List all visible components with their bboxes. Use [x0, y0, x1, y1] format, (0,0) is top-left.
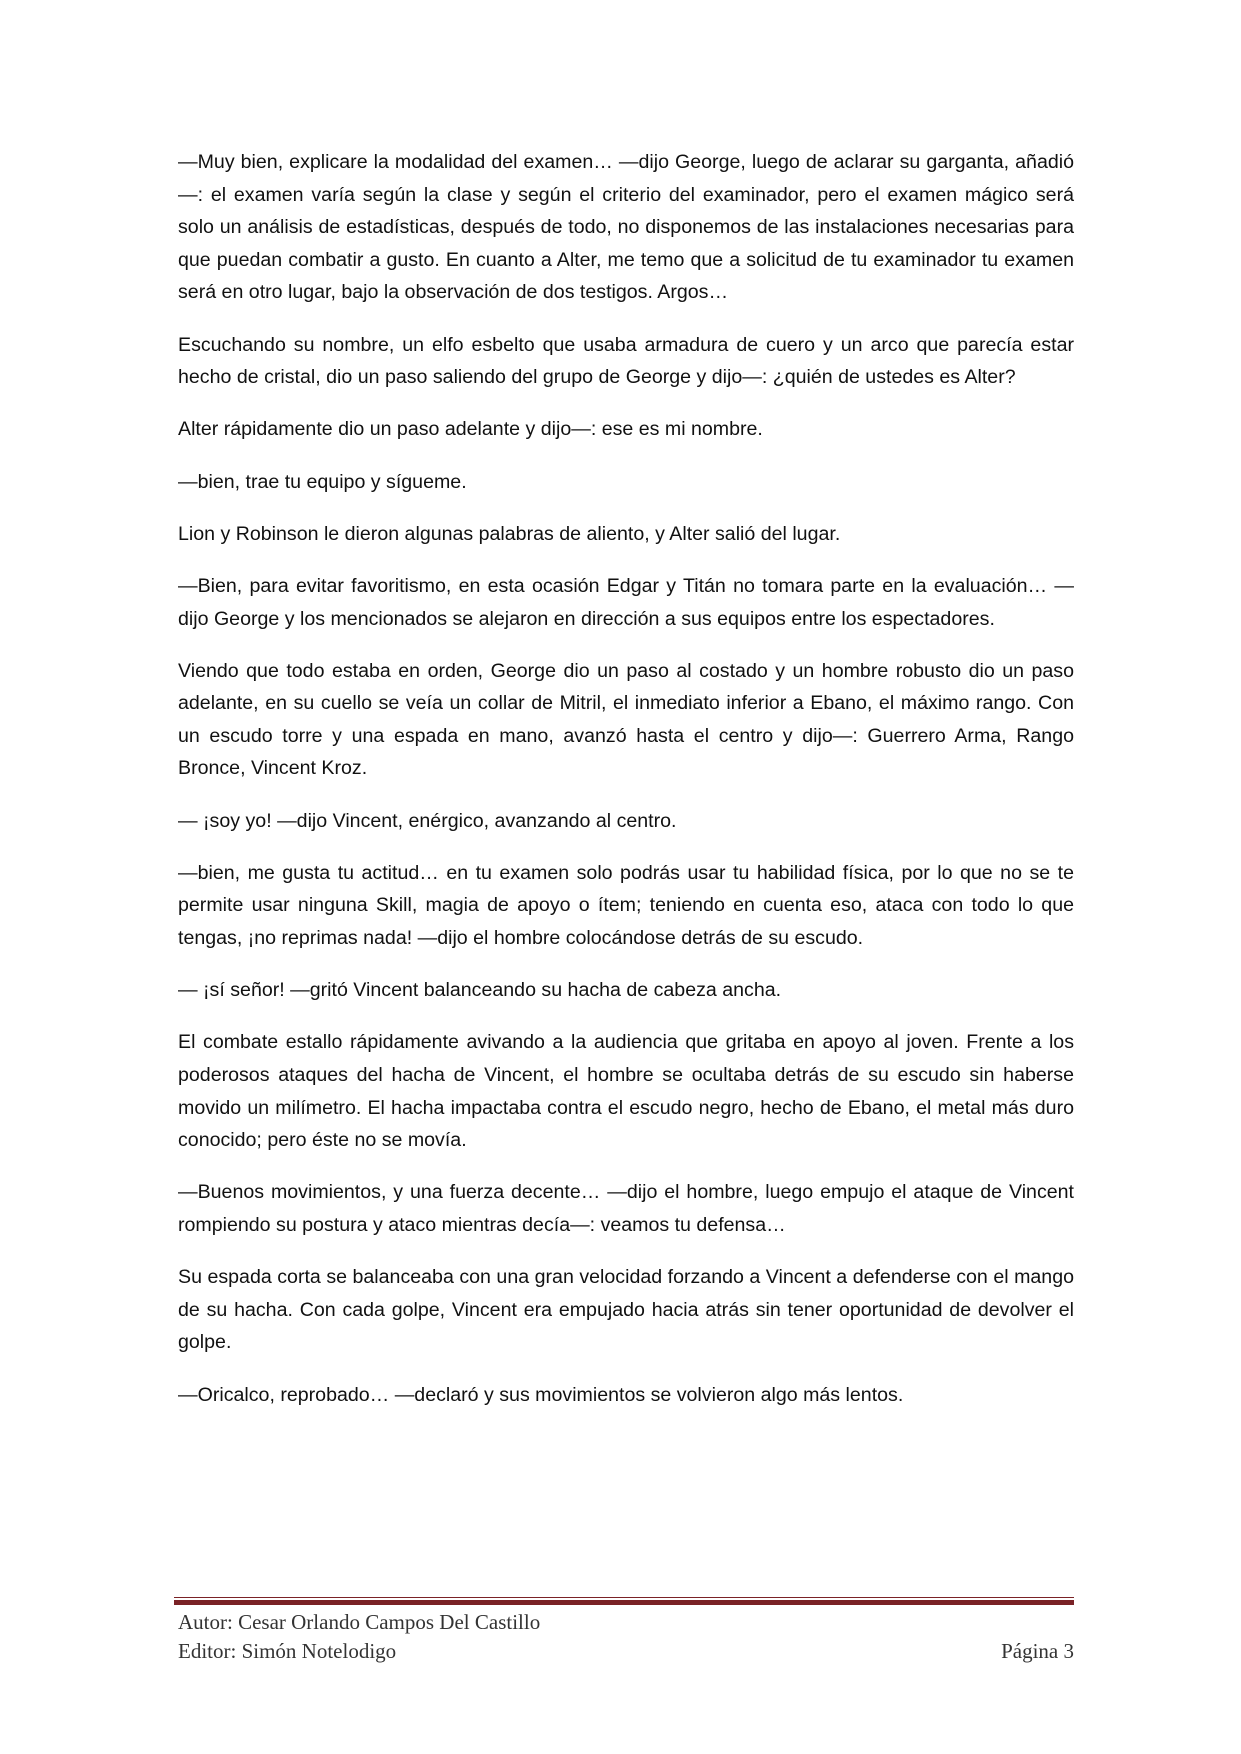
paragraph: Escuchando su nombre, un elfo esbelto que usaba armadura de cuero y un arco que parecía estar hecho de cristal, dio un paso saliendo del grupo de George y dijo—: ¿quién de ustedes es Alter?: [178, 333, 1074, 389]
paragraph: —Oricalco, reprobado… —declaró y sus movimientos se volvieron algo más lentos.: [178, 1383, 904, 1406]
paragraph: —bien, trae tu equipo y sígueme.: [178, 470, 467, 493]
paragraph: —Buenos movimientos, y una fuerza decente… —dijo el hombre, luego empujo el ataque de Vincent rompiendo su postura y ataco mientras decía—: veamos tu defensa…: [178, 1181, 1074, 1236]
paragraph: El combate estallo rápidamente avivando a la audiencia que gritaba en apoyo al joven. Frente a los poderosos ataques del hacha de Vincent, el hombre se ocultaba detrás de su escudo sin haberse movido un milímetro. El hacha impactaba contra el escudo negro, hecho de Ebano, el metal más duro conocido; pero éste no se movía.: [178, 1031, 1074, 1152]
footer-editor-row: [178, 1637, 1074, 1666]
body-text: [178, 146, 1074, 1431]
paragraph: — ¡sí señor! —gritó Vincent balanceando su hacha de cabeza ancha.: [178, 979, 782, 1002]
paragraph: Lion y Robinson le dieron algunas palabras de aliento, y Alter salió del lugar.: [178, 522, 841, 545]
footer-author-row: [178, 1608, 1074, 1637]
footer-divider-thick-line: [174, 1600, 1074, 1605]
footer-author: Autor: Cesar Orlando Campos Del Castillo: [178, 1610, 541, 1634]
paragraph: —Muy bien, explicare la modalidad del examen… —dijo George, luego de aclarar su garganta, añadió—: el examen varía según la clase y según el criterio del examinador, pero el examen mágico será solo un análisis de estadísticas, después de todo, no disponemos de las instalaciones necesarias para que puedan combatir a gusto. En cuanto a Alter, me temo que a solicitud de tu examinador tu examen será en otro lugar, bajo la observación de dos testigos. Argos…: [178, 151, 1074, 304]
footer-editor: Editor: Simón Notelodigo: [178, 1639, 397, 1663]
paragraph: —bien, me gusta tu actitud… en tu examen solo podrás usar tu habilidad física, por lo que no se te permite usar ninguna Skill, magia de apoyo o ítem; teniendo en cuenta eso, ataca con todo lo que tengas, ¡no reprimas nada! —dijo el hombre colocándose detrás de su escudo.: [178, 861, 1074, 950]
footer-divider: [174, 1597, 1074, 1605]
paragraph: —Bien, para evitar favoritismo, en esta ocasión Edgar y Titán no tomara parte en la evaluación… —dijo George y los mencionados se alejaron en dirección a sus equipos entre los espectadores.: [178, 574, 1074, 630]
page-footer: [178, 1608, 1074, 1666]
page-number: Página 3: [1001, 1639, 1074, 1663]
paragraph: Alter rápidamente dio un paso adelante y dijo—: ese es mi nombre.: [178, 418, 763, 441]
footer-divider-thin-line: [174, 1597, 1074, 1598]
paragraph: Viendo que todo estaba en orden, George dio un paso al costado y un hombre robusto dio un paso adelante, en su cuello se veía un collar de Mitril, el inmediato inferior a Ebano, el máximo rango. Con un escudo torre y una espada en mano, avanzó hasta el centro y dijo—: Guerrero Arma, Rango Bronce, Vincent Kroz.: [178, 659, 1074, 780]
paragraph: — ¡soy yo! —dijo Vincent, enérgico, avanzando al centro.: [178, 809, 677, 832]
paragraph: Su espada corta se balanceaba con una gran velocidad forzando a Vincent a defenderse con el mango de su hacha. Con cada golpe, Vincent era empujado hacia atrás sin tener oportunidad de devolver el golpe.: [178, 1266, 1074, 1354]
